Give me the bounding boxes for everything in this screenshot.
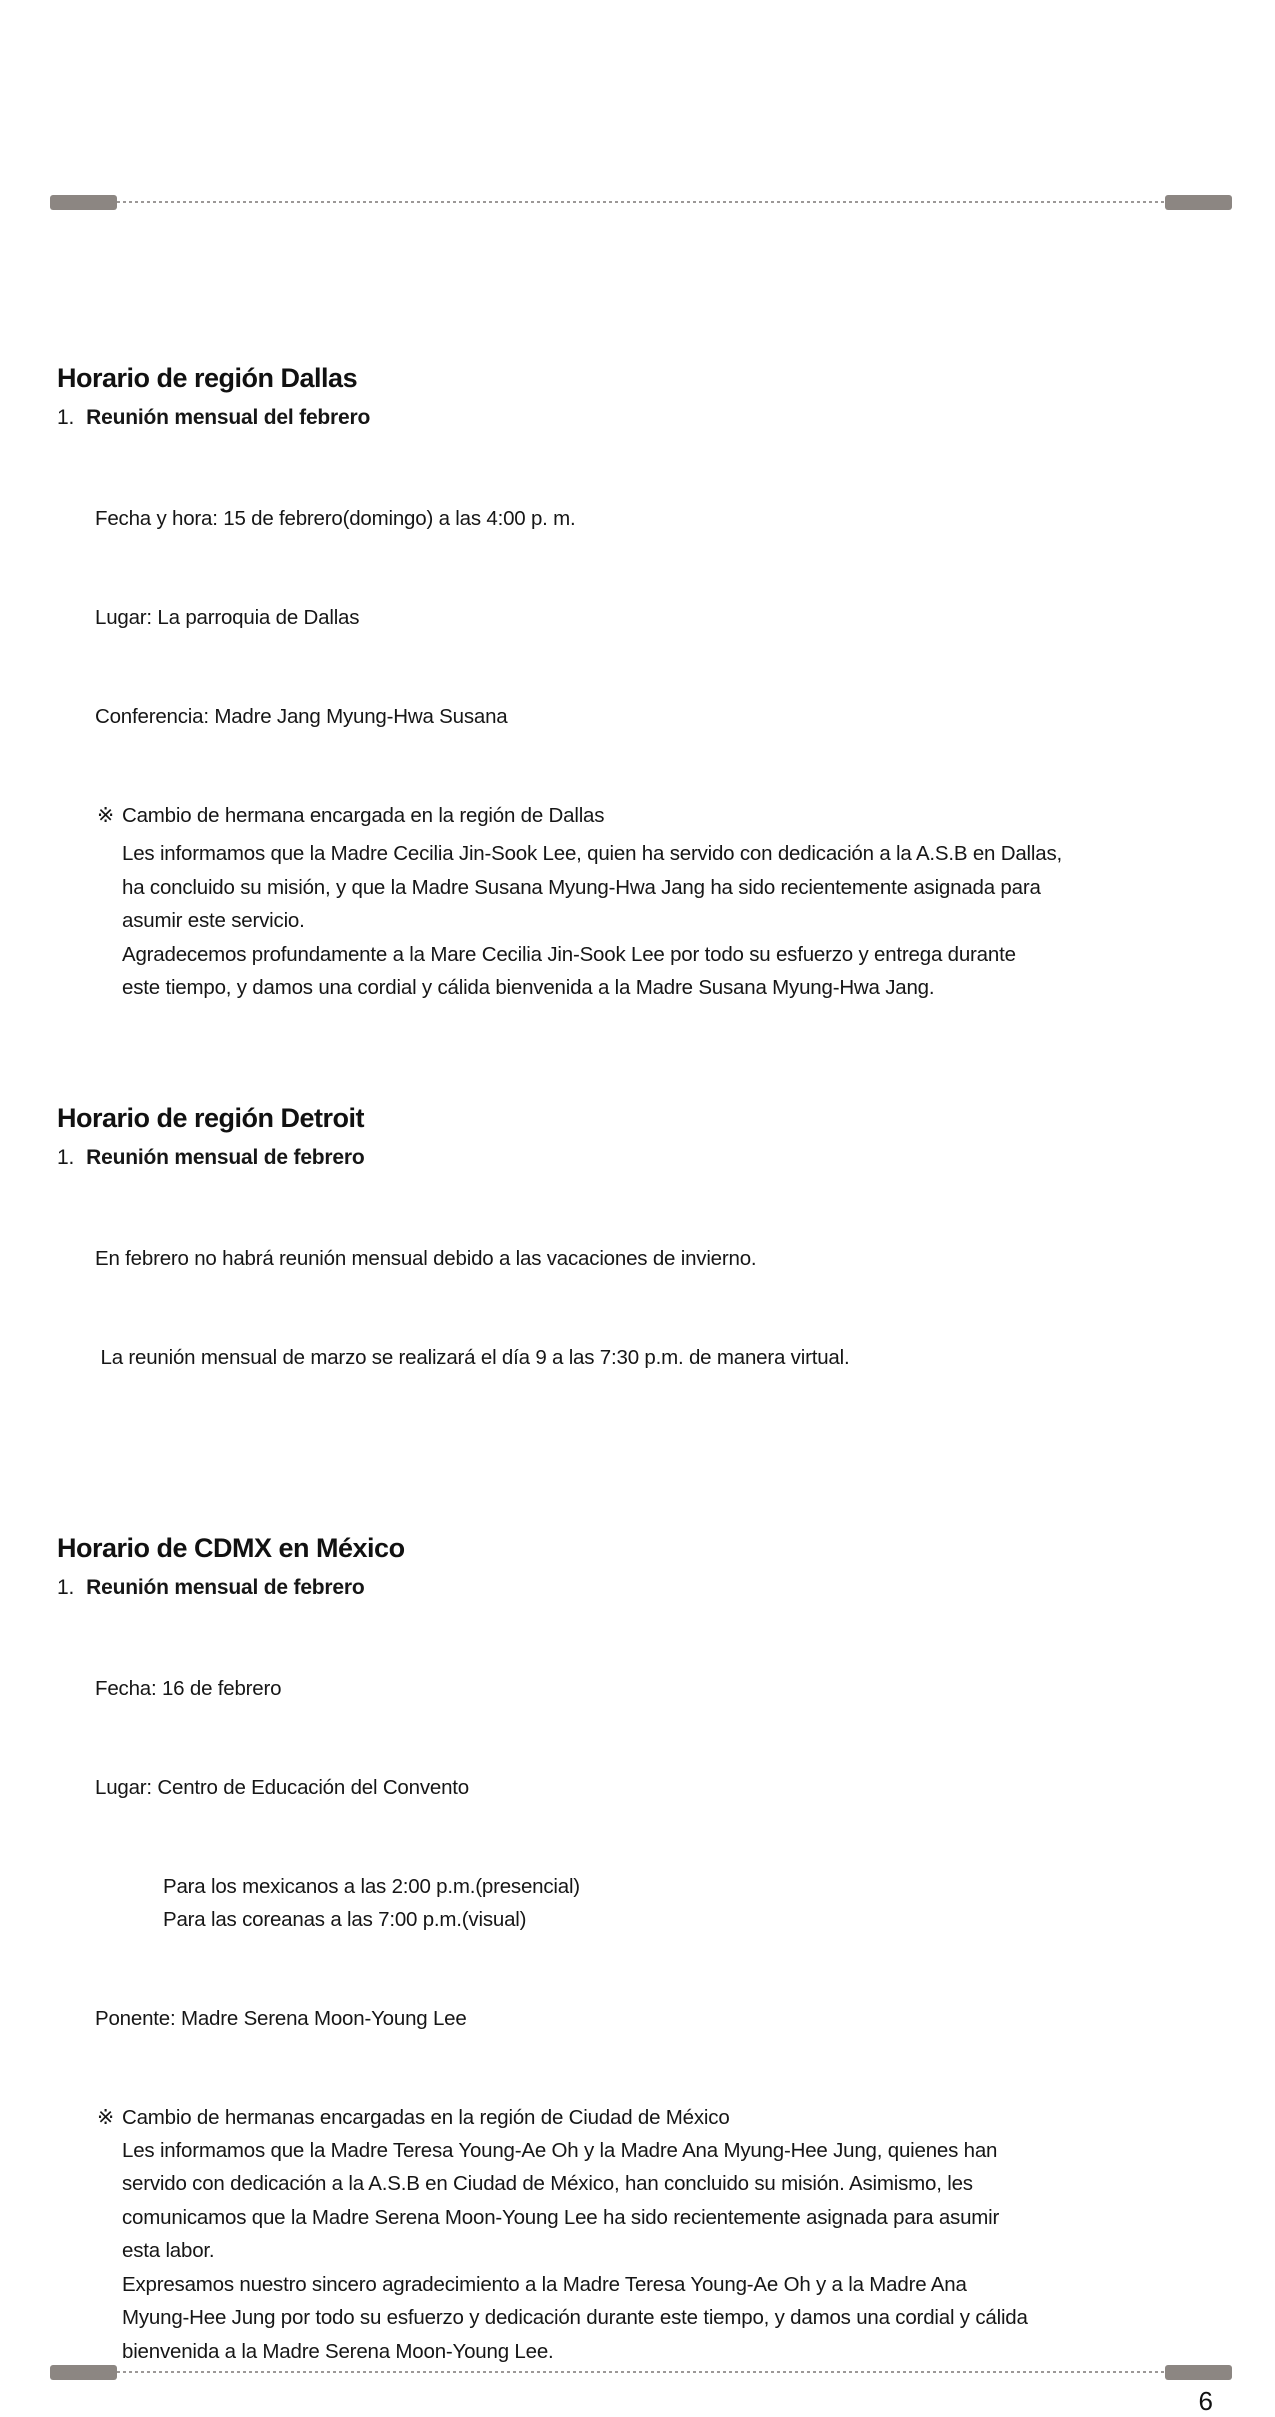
divider-right-cap: [1165, 2365, 1232, 2380]
list-item-number: 1.: [57, 1145, 75, 1169]
list-item-heading: [57, 403, 1235, 433]
sub-detail-lines: [57, 1870, 1235, 1936]
paragraph-line: asumir este servicio.: [122, 909, 305, 932]
list-item-title: Reunión mensual de febrero: [86, 1145, 365, 1169]
detail-fecha: Fecha: 16 de febrero: [95, 1676, 282, 1700]
paragraph-line: bienvenida a la Madre Serena Moon-Young Lee.: [122, 2339, 554, 2363]
paragraph-line: servido con dedicación a la A.S.B en Ciudad de México, han concluido su misión. Asimismo, les: [122, 2172, 973, 2195]
note-title: Cambio de hermana encargada en la región de Dallas: [122, 804, 605, 827]
list-item-number: 1.: [57, 1575, 75, 1599]
paragraph-line: ha concluido su misión, y que la Madre Susana Myung-Hwa Jang ha sido recientemente asignada para: [122, 875, 1041, 899]
detail-lines: [57, 436, 1235, 799]
subdetail-coreanas: Para las coreanas a las 7:00 p.m.(visual): [163, 1907, 527, 1931]
list-item-number: 1.: [57, 406, 75, 429]
note-paragraph: [57, 837, 1235, 1005]
divider-dotted-line: [117, 201, 1165, 203]
note-heading: [57, 799, 1235, 832]
section-dallas: [57, 362, 1235, 1005]
detail-conferencia: Conferencia: Madre Jang Myung-Hwa Susana: [95, 705, 508, 728]
paragraph-line: comunicamos que la Madre Serena Moon-Young Lee ha sido recientemente asignada para asumir: [122, 2205, 1000, 2229]
paragraph-line: Les informamos que la Madre Cecilia Jin-Sook Lee, quien ha servido con dedicación a la A.S.B en Dallas,: [122, 842, 1063, 865]
divider-left-cap: [50, 2365, 117, 2380]
reference-mark: ※: [97, 2105, 114, 2129]
detail-lugar: Lugar: Centro de Educación del Convento: [95, 1775, 469, 1799]
note-title: Cambio de hermanas encargadas en la región de Ciudad de México: [122, 2105, 730, 2129]
section-title-cdmx: Horario de CDMX en México: [57, 1532, 405, 1563]
reference-mark: ※: [97, 804, 114, 827]
note-heading: [57, 2101, 1235, 2134]
paragraph-line: Agradecemos profundamente a la Mare Cecilia Jin-Sook Lee por todo su esfuerzo y entrega durante: [122, 942, 1016, 966]
list-item-heading: [57, 1143, 1235, 1173]
paragraph-line: Les informamos que la Madre Teresa Young-Ae Oh y la Madre Ana Myung-Hee Jung, quienes han: [122, 2138, 998, 2162]
divider-dotted-line: [117, 2371, 1165, 2373]
section-cdmx: [57, 1532, 1235, 2369]
list-item-title: Reunión mensual de febrero: [86, 1575, 365, 1599]
detail-no-reunion: En febrero no habrá reunión mensual debido a las vacaciones de invierno.: [95, 1246, 757, 1270]
document-body: [0, 362, 1275, 2368]
note-paragraph: [57, 2134, 1235, 2369]
paragraph-line: Myung-Hee Jung por todo su esfuerzo y dedicación durante este tiempo, y damos una cordial y cálida: [122, 2306, 1028, 2329]
subdetail-mexicanos: Para los mexicanos a las 2:00 p.m.(presencial): [163, 1874, 580, 1898]
page-number: 6: [1198, 2386, 1213, 2416]
detail-ponente: Ponente: Madre Serena Moon-Young Lee: [95, 2006, 467, 2030]
divider-right-cap: [1165, 195, 1232, 210]
detail-lines: [57, 1606, 1235, 1870]
paragraph-line: Expresamos nuestro sincero agradecimiento a la Madre Teresa Young-Ae Oh y a la Madre Ana: [122, 2272, 967, 2296]
detail-lines: [57, 1176, 1235, 1440]
detail-lugar: Lugar: La parroquia de Dallas: [95, 606, 360, 629]
paragraph-line: esta labor.: [122, 2239, 215, 2262]
top-divider: [50, 194, 1232, 210]
list-item-heading: [57, 1573, 1235, 1603]
section-detroit: [57, 1102, 1235, 1440]
detail-reunion-marzo: La reunión mensual de marzo se realizará el día 9 a las 7:30 p.m. de manera virtual.: [95, 1345, 850, 1369]
divider-left-cap: [50, 195, 117, 210]
list-item-title: Reunión mensual del febrero: [86, 406, 371, 429]
section-title-dallas: Horario de región Dallas: [57, 363, 358, 393]
paragraph-line: este tiempo, y damos una cordial y cálida bienvenida a la Madre Susana Myung-Hwa Jang.: [122, 976, 935, 999]
section-title-detroit: Horario de región Detroit: [57, 1102, 365, 1133]
detail-fecha-hora: Fecha y hora: 15 de febrero(domingo) a las 4:00 p. m.: [95, 507, 576, 530]
detail-lines: [57, 1936, 1235, 2101]
